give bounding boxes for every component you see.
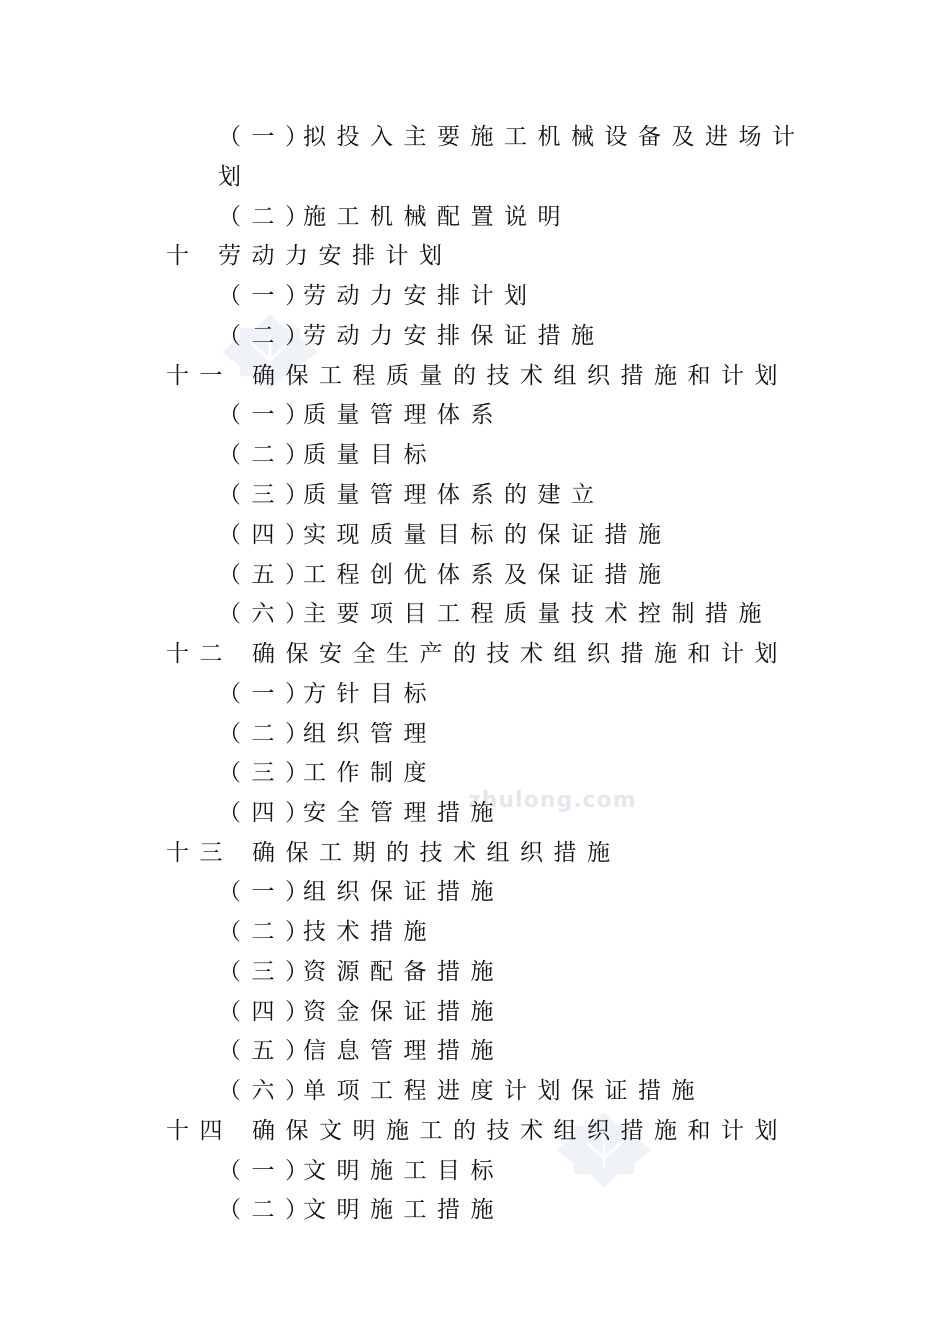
entry-number: （二） bbox=[218, 204, 319, 230]
toc-entry bbox=[218, 203, 571, 231]
toc-entry bbox=[218, 441, 437, 469]
toc-entry bbox=[218, 958, 504, 986]
toc-entry bbox=[218, 1077, 705, 1105]
entry-title: 质量目标 bbox=[303, 442, 437, 468]
toc-entry bbox=[218, 918, 437, 946]
toc-entry bbox=[218, 1037, 504, 1065]
entry-number: （三） bbox=[218, 959, 319, 985]
toc-entry bbox=[218, 401, 504, 429]
entry-title: 组织保证措施 bbox=[303, 879, 504, 905]
section-title: 确保安全生产的技术组织措施和计划 bbox=[252, 641, 788, 667]
entry-title: 文明施工目标 bbox=[303, 1158, 504, 1184]
entry-number: （五） bbox=[218, 1038, 319, 1064]
toc-entry bbox=[218, 1157, 504, 1185]
toc-entry bbox=[218, 720, 437, 748]
section-number: 十一 bbox=[166, 363, 233, 389]
entry-number: （三） bbox=[218, 482, 319, 508]
entry-number: （六） bbox=[218, 601, 319, 627]
entry-title: 实现质量目标的保证措施 bbox=[303, 522, 672, 548]
toc-entry bbox=[218, 799, 504, 827]
entry-number: （三） bbox=[218, 760, 319, 786]
toc-entry bbox=[218, 680, 437, 708]
entry-number: （一） bbox=[218, 402, 319, 428]
toc-entry bbox=[218, 1196, 504, 1224]
toc-section-heading bbox=[166, 640, 788, 668]
entry-number: （一） bbox=[218, 1158, 319, 1184]
entry-title: 文明施工措施 bbox=[303, 1197, 504, 1223]
toc-section-heading bbox=[166, 839, 621, 867]
entry-number: （一） bbox=[218, 124, 319, 150]
entry-number: （二） bbox=[218, 1197, 319, 1223]
toc-section-heading bbox=[166, 362, 788, 390]
section-title: 确保工程质量的技术组织措施和计划 bbox=[252, 363, 788, 389]
section-title: 确保文明施工的技术组织措施和计划 bbox=[252, 1118, 788, 1144]
toc-entry bbox=[218, 282, 538, 310]
toc-entry bbox=[218, 561, 672, 589]
section-title: 确保工期的技术组织措施 bbox=[252, 840, 621, 866]
entry-number: （一） bbox=[218, 283, 319, 309]
toc-entry bbox=[218, 521, 672, 549]
entry-title: 安全管理措施 bbox=[303, 800, 504, 826]
toc-section-heading bbox=[166, 1117, 788, 1145]
entry-number: （一） bbox=[218, 879, 319, 905]
entry-title: 资金保证措施 bbox=[303, 999, 504, 1025]
entry-title: 技术措施 bbox=[303, 919, 437, 945]
entry-number: （四） bbox=[218, 522, 319, 548]
entry-title: 质量管理体系 bbox=[303, 402, 504, 428]
section-number: 十三 bbox=[166, 840, 233, 866]
entry-number: （二） bbox=[218, 442, 319, 468]
entry-number: （二） bbox=[218, 721, 319, 747]
toc-entry bbox=[218, 600, 772, 628]
entry-number: （二） bbox=[218, 919, 319, 945]
entry-number: （四） bbox=[218, 999, 319, 1025]
entry-title-continued: 划 bbox=[218, 164, 241, 190]
section-title: 劳动力安排计划 bbox=[218, 243, 453, 269]
entry-number: （六） bbox=[218, 1078, 319, 1104]
toc-entry bbox=[218, 322, 605, 350]
section-number: 十 bbox=[166, 243, 200, 269]
entry-title: 资源配备措施 bbox=[303, 959, 504, 985]
toc-entry bbox=[218, 998, 504, 1026]
entry-title: 施工机械配置说明 bbox=[303, 204, 571, 230]
toc-entry bbox=[218, 759, 437, 787]
entry-title: 劳动力安排保证措施 bbox=[303, 323, 605, 349]
entry-title: 信息管理措施 bbox=[303, 1038, 504, 1064]
entry-number: （四） bbox=[218, 800, 319, 826]
entry-number: （二） bbox=[218, 323, 319, 349]
entry-title: 方针目标 bbox=[303, 681, 437, 707]
entry-number: （一） bbox=[218, 681, 319, 707]
entry-title: 主要项目工程质量技术控制措施 bbox=[303, 601, 772, 627]
entry-title: 工程创优体系及保证措施 bbox=[303, 562, 672, 588]
toc-entry bbox=[218, 123, 806, 151]
entry-title: 单项工程进度计划保证措施 bbox=[303, 1078, 705, 1104]
entry-title: 工作制度 bbox=[303, 760, 437, 786]
entry-title: 质量管理体系的建立 bbox=[303, 482, 605, 508]
entry-number: （五） bbox=[218, 562, 319, 588]
toc-entry bbox=[218, 878, 504, 906]
toc-entry bbox=[218, 481, 605, 509]
entry-title: 拟投入主要施工机械设备及进场计 bbox=[303, 124, 806, 150]
section-number: 十四 bbox=[166, 1118, 233, 1144]
watermark-text: zhulong.com bbox=[468, 788, 637, 813]
section-number: 十二 bbox=[166, 641, 233, 667]
entry-title: 劳动力安排计划 bbox=[303, 283, 538, 309]
toc-section-heading bbox=[166, 242, 453, 270]
entry-title: 组织管理 bbox=[303, 721, 437, 747]
